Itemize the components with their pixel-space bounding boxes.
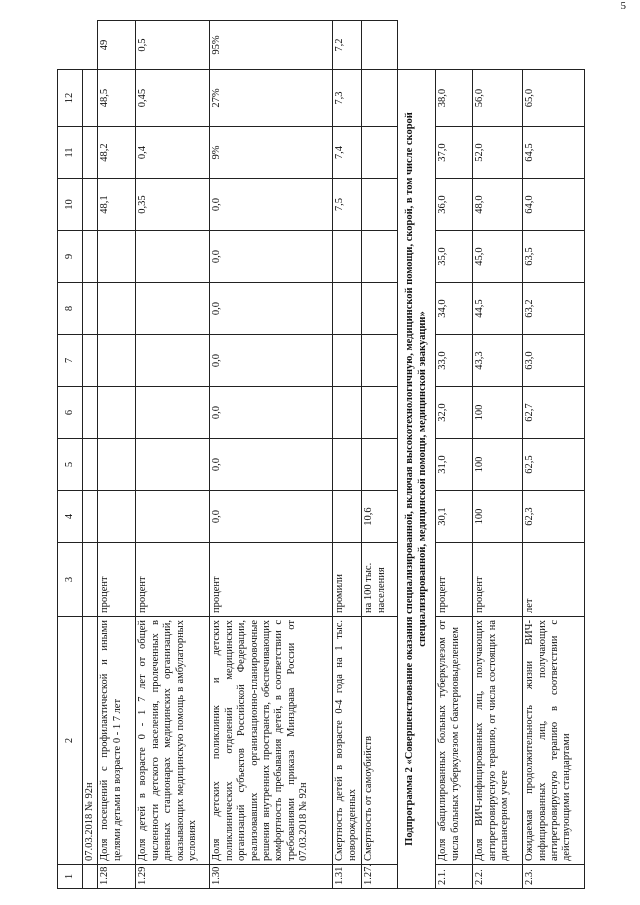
value-cell: 64,5: [523, 127, 585, 179]
indicator-name: Доля посещений с профилактической и иными целями детьми в возрасте 0 - 1 7 лет: [98, 617, 136, 865]
table-row: [136, 21, 210, 889]
table-row: [473, 21, 523, 889]
value-cell: 35,0: [436, 231, 473, 283]
header-row: [58, 21, 83, 889]
value-cell: 32,0: [436, 387, 473, 439]
value-cell: 100: [473, 439, 523, 491]
row-number: 1.29: [136, 865, 210, 889]
subprogram-heading: Подпрограмма 2 «Совершенствование оказания специализированной, включая высокотехнологичную, медицинской помощи, скорой, в том числе скорой специализированной, медицинской помощи, медицинской эвакуации»: [398, 70, 436, 889]
value-cell: 48,1: [98, 179, 136, 231]
value-cell: 7,3: [333, 70, 362, 127]
row-number: 1.27.: [362, 865, 398, 889]
value-cell: 48,5: [98, 70, 136, 127]
subprogram-row: [398, 21, 436, 889]
page-number: 5: [620, 0, 626, 12]
table-row: [436, 21, 473, 889]
value-cell: 62,5: [523, 439, 585, 491]
value-cell: [333, 335, 362, 387]
value-cell: [136, 283, 210, 335]
unit-cell: промили: [333, 543, 362, 617]
value-cell: 0,35: [136, 179, 210, 231]
value-cell: 0,0: [210, 335, 333, 387]
row-number: 1.28: [98, 865, 136, 889]
value-cell: 37,0: [436, 127, 473, 179]
value-cell: 30,1: [436, 491, 473, 543]
table-row: [362, 21, 398, 889]
value-cell: 100: [473, 491, 523, 543]
value-cell: 33,0: [436, 335, 473, 387]
indicator-name: Смертность детей в возрасте 0-4 года на 1 тыс. новорожденных: [333, 617, 362, 865]
value-cell: [362, 127, 398, 179]
value-cell: [362, 335, 398, 387]
value-cell: 0,0: [210, 231, 333, 283]
value-cell: 10,6: [362, 491, 398, 543]
value-cell: [333, 231, 362, 283]
table-row: [98, 21, 136, 889]
unit-cell: на 100 тыс. населения: [362, 543, 398, 617]
value-cell: 36,0: [436, 179, 473, 231]
value-cell: 43,3: [473, 335, 523, 387]
value-cell: 0,0: [210, 491, 333, 543]
header-cell: 12: [58, 70, 83, 127]
value-cell: [333, 387, 362, 439]
value-cell: [136, 335, 210, 387]
unit-cell: процент: [210, 543, 333, 617]
value-cell: 0,0: [210, 283, 333, 335]
value-cell: [136, 491, 210, 543]
value-cell: [333, 283, 362, 335]
value-cell: 7,2: [333, 21, 362, 70]
header-cell: 4: [58, 491, 83, 543]
value-cell: 0,4: [136, 127, 210, 179]
value-cell: 64,0: [523, 179, 585, 231]
value-cell: 0,0: [210, 179, 333, 231]
continuation-cell: 07.03.2018 № 92н: [83, 617, 98, 865]
indicator-name: Доля абацилированных больных туберкулезом от числа больных туберкулезом с бактериовыделением: [436, 617, 473, 865]
table-row: [210, 21, 333, 889]
value-cell: [98, 231, 136, 283]
indicator-name: Смертность от самоубийств: [362, 617, 398, 865]
unit-cell: процент: [98, 543, 136, 617]
header-cell: 9: [58, 231, 83, 283]
unit-cell: процент: [473, 543, 523, 617]
value-cell: 62,3: [523, 491, 585, 543]
header-cell: 5: [58, 439, 83, 491]
header-cell: 11: [58, 127, 83, 179]
value-cell: 34,0: [436, 283, 473, 335]
value-cell: 27%: [210, 70, 333, 127]
indicator-name: Доля детских поликлиник и детских поликлинических отделений медицинских организаций субъектов Российской Федерации, реализовавших организационно-планировочные решения внутренних пространств, обеспечивающих комфортность пребывания детей, в соответствии с требованиями приказа Минздрава России от 07.03.2018 № 92н: [210, 617, 333, 865]
indicator-name: Доля ВИЧ-инфицированных лиц, получающих антиретровирусную терапию, от числа состоящих на диспансерном учете: [473, 617, 523, 865]
value-cell: [136, 439, 210, 491]
row-number: 1.31: [333, 865, 362, 889]
value-cell: [362, 387, 398, 439]
value-cell: 95%: [210, 21, 333, 70]
value-cell: [98, 491, 136, 543]
value-cell: 63,5: [523, 231, 585, 283]
value-cell: [98, 283, 136, 335]
value-cell: [333, 439, 362, 491]
unit-cell: процент: [436, 543, 473, 617]
value-cell: 31,0: [436, 439, 473, 491]
value-cell: 45,0: [473, 231, 523, 283]
value-cell: 62,7: [523, 387, 585, 439]
value-cell: 63,0: [523, 335, 585, 387]
table-row: [333, 21, 362, 889]
value-cell: [362, 21, 398, 70]
indicator-name: Доля детей в возрасте 0 - 1 7 лет от общей численности детского населения, пролеченных в дневных стационарах медицинских организаций, оказывающих медицинскую помощь в амбулаторных условиях: [136, 617, 210, 865]
value-cell: 100: [473, 387, 523, 439]
value-cell: 56,0: [473, 70, 523, 127]
value-cell: 38,0: [436, 70, 473, 127]
value-cell: 7,5: [333, 179, 362, 231]
row-number: 2.2.: [473, 865, 523, 889]
value-cell: 49: [98, 21, 136, 70]
row-number: 1.30: [210, 865, 333, 889]
header-cell: 1: [58, 865, 83, 889]
table-row: [523, 21, 585, 889]
value-cell: [362, 439, 398, 491]
indicator-name: Ожидаемая продолжительность жизни ВИЧ-инфицированных лиц, получающих антиретровирусную терапию в соответствии с действующими стандартами: [523, 617, 585, 865]
value-cell: [362, 179, 398, 231]
value-cell: 48,0: [473, 179, 523, 231]
value-cell: 48,2: [98, 127, 136, 179]
rotated-table-wrapper: [57, 20, 634, 889]
value-cell: [362, 283, 398, 335]
row-number: 2.3.: [523, 865, 585, 889]
value-cell: [98, 387, 136, 439]
unit-cell: процент: [136, 543, 210, 617]
value-cell: [362, 70, 398, 127]
indicators-table: [57, 20, 585, 889]
header-cell: 10: [58, 179, 83, 231]
value-cell: 0,0: [210, 439, 333, 491]
header-cell: 2: [58, 617, 83, 865]
value-cell: [362, 231, 398, 283]
value-cell: 0,5: [136, 21, 210, 70]
value-cell: 65,0: [523, 70, 585, 127]
value-cell: [98, 439, 136, 491]
value-cell: 7,4: [333, 127, 362, 179]
value-cell: [98, 335, 136, 387]
value-cell: 0,0: [210, 387, 333, 439]
header-cell: 8: [58, 283, 83, 335]
row-number: 2.1.: [436, 865, 473, 889]
table-row: [83, 21, 98, 889]
unit-cell: лет: [523, 543, 585, 617]
value-cell: 44,5: [473, 283, 523, 335]
value-cell: 0,45: [136, 70, 210, 127]
value-cell: [136, 231, 210, 283]
value-cell: [333, 491, 362, 543]
value-cell: 9%: [210, 127, 333, 179]
value-cell: 63,2: [523, 283, 585, 335]
header-cell: 6: [58, 387, 83, 439]
header-cell: 3: [58, 543, 83, 617]
header-cell: 7: [58, 335, 83, 387]
value-cell: 52,0: [473, 127, 523, 179]
value-cell: [136, 387, 210, 439]
